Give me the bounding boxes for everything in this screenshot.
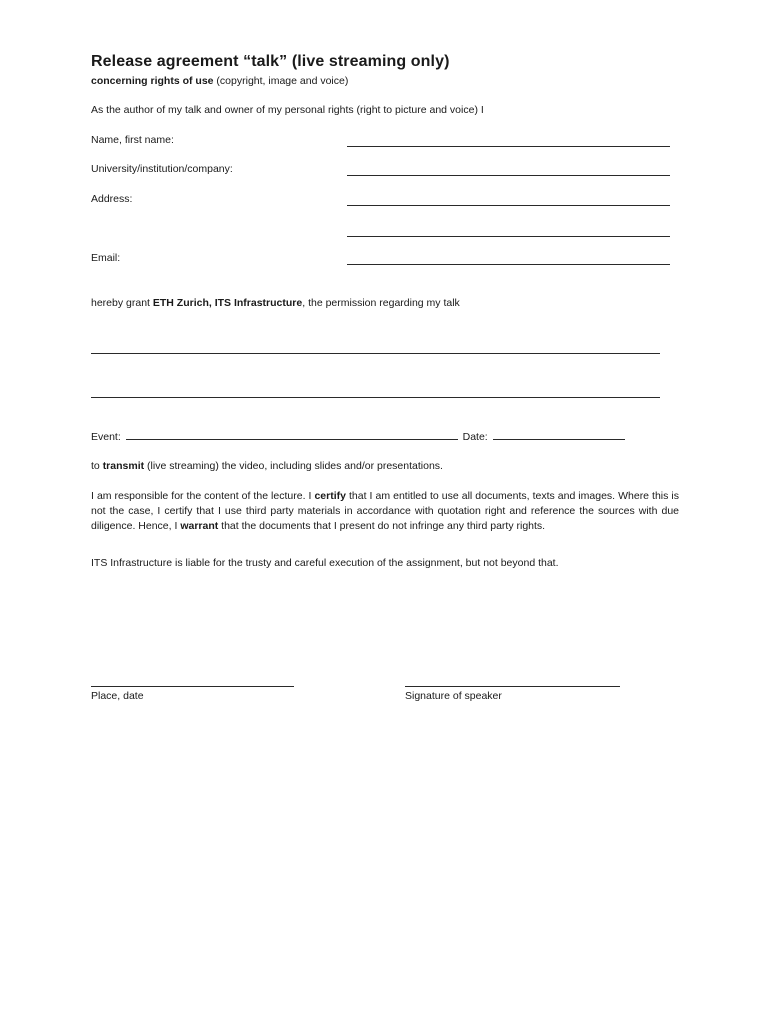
address-field-line-1[interactable] (347, 205, 670, 206)
talk-title-line-1[interactable] (91, 353, 660, 354)
name-field-line[interactable] (347, 146, 670, 147)
email-field-line[interactable] (347, 264, 670, 265)
event-field-line[interactable] (126, 430, 458, 440)
email-label: Email: (91, 252, 121, 264)
date-label: Date: (462, 431, 488, 443)
place-date-line[interactable] (91, 686, 294, 687)
name-label: Name, first name: (91, 134, 174, 146)
grant-party: ETH Zurich, ITS Infrastructure (152, 297, 303, 309)
grant-prefix: hereby grant (91, 297, 153, 309)
document-subtitle (91, 75, 348, 87)
date-field-line[interactable] (493, 430, 625, 440)
grant-text (91, 297, 460, 309)
document-title: Release agreement “talk” (live streaming only) (91, 53, 450, 70)
event-date-row (91, 430, 627, 443)
talk-title-line-2[interactable] (91, 397, 660, 398)
responsibility-part1: I am responsible for the content of the lecture. I (91, 490, 315, 502)
place-date-label: Place, date (91, 690, 144, 702)
speaker-signature-label: Signature of speaker (405, 690, 502, 702)
intro-text: As the author of my talk and owner of my personal rights (right to picture and voice) I (91, 104, 484, 116)
address-field-line-2[interactable] (347, 236, 670, 237)
responsibility-paragraph (91, 489, 679, 534)
transmit-text (91, 460, 443, 472)
subtitle-bold: concerning rights of use (91, 75, 214, 87)
transmit-suffix: (live streaming) the video, including slides and/or presentations. (144, 460, 443, 472)
certify-word: certify (314, 490, 346, 502)
address-label: Address: (91, 193, 133, 205)
transmit-bold: transmit (102, 460, 145, 472)
responsibility-part3: that the documents that I present do not infringe any third party rights. (218, 520, 546, 532)
speaker-signature-line[interactable] (405, 686, 620, 687)
institution-label: University/institution/company: (91, 163, 233, 175)
institution-field-line[interactable] (347, 175, 670, 176)
grant-suffix: , the permission regarding my talk (302, 297, 460, 309)
warrant-word: warrant (180, 520, 219, 532)
subtitle-rest: (copyright, image and voice) (213, 75, 349, 87)
transmit-prefix: to (91, 460, 103, 472)
responsibility-part2: that I am entitled to use all documents, texts and images. Where this is not the case, I certify that I use third party materials in accordance with quotation right and reference the sources with due diligence. Hence, I (91, 490, 679, 532)
liability-paragraph: ITS Infrastructure is liable for the trusty and careful execution of the assignment, but not beyond that. (91, 557, 559, 569)
event-label: Event: (91, 431, 121, 443)
